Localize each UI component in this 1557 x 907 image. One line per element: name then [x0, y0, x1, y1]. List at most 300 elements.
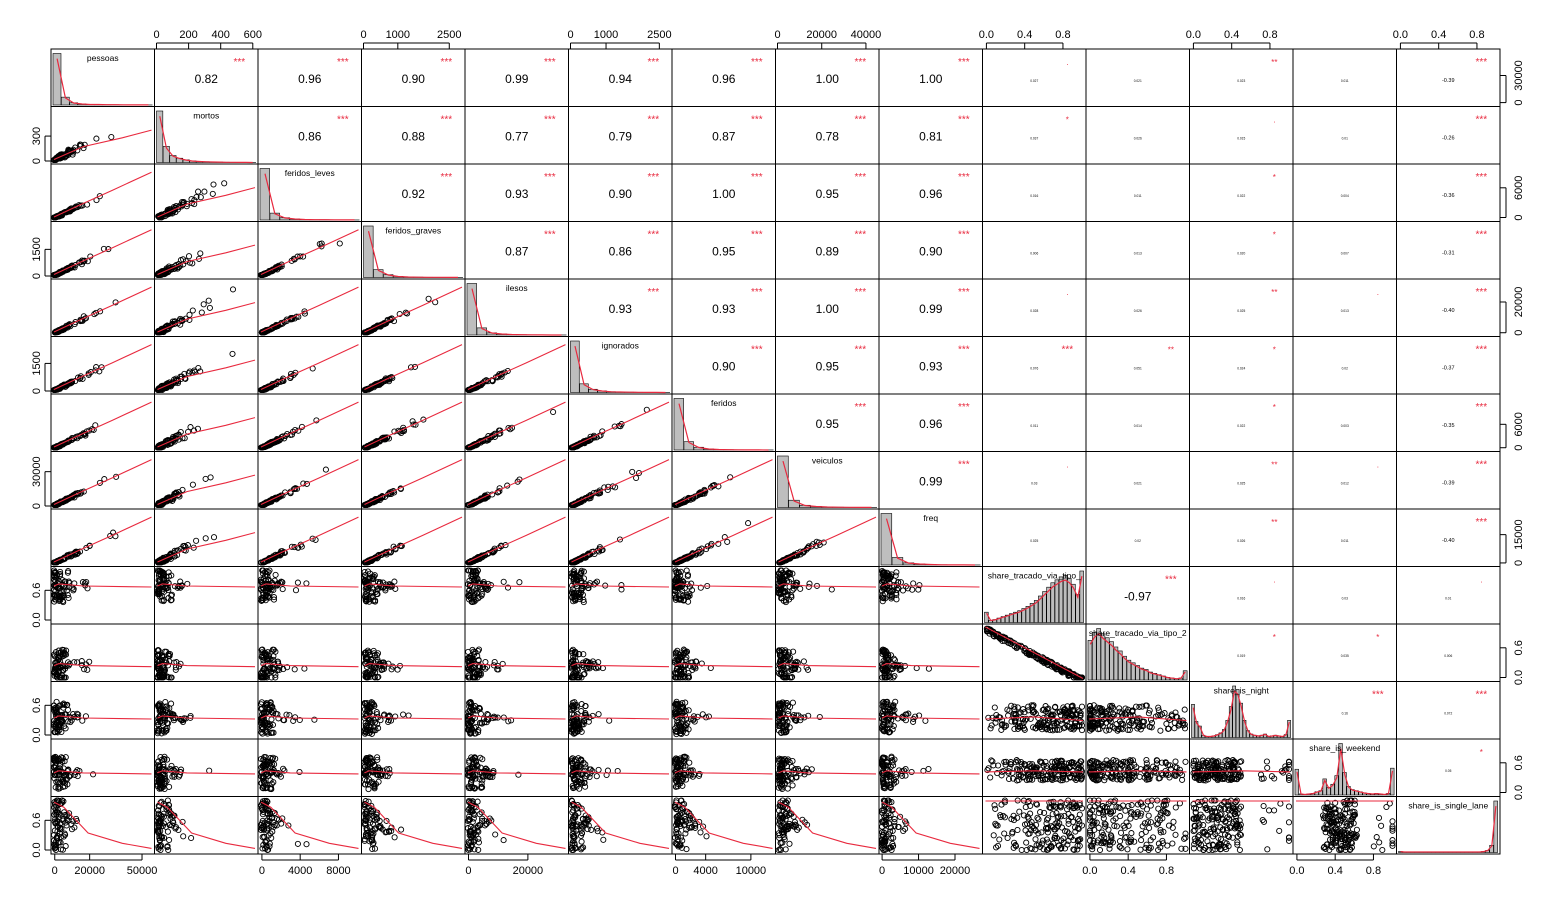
scatter-point [187, 312, 192, 317]
corr-value: 0.076 [1030, 366, 1039, 371]
panel-frame-7-9 [983, 452, 1087, 510]
signif-stars: ** [1271, 58, 1278, 67]
diagonal-histogram-share_is_weekend [1295, 743, 1394, 795]
scatter-panel-5-1 [155, 351, 255, 392]
scatter-panel-10-5 [569, 647, 669, 680]
corr-cell-3-9 [1030, 252, 1038, 256]
corr-cell-3-4 [505, 230, 556, 259]
corr-cell-7-13 [1442, 460, 1487, 487]
corr-cell-0-11 [1237, 58, 1277, 83]
scatter-panel-9-1 [155, 568, 255, 604]
corr-cell-0-5 [609, 57, 660, 86]
corr-cell-1-11 [1237, 116, 1275, 141]
diagonal-histogram-feridos_leves [260, 168, 359, 220]
diagonal-histogram-feridos_graves [364, 226, 463, 278]
scatter-panel-5-4 [466, 345, 566, 393]
smooth-line [261, 345, 359, 390]
signif-stars: *** [1475, 287, 1488, 298]
corr-cell-5-13 [1442, 345, 1487, 372]
corr-value: 0.022 [1237, 424, 1246, 428]
corr-cell-11-13 [1444, 690, 1487, 716]
scatter-panel-10-7 [776, 648, 876, 681]
signif-stars: * [1479, 748, 1483, 757]
panel-frame-10-11 [1190, 624, 1294, 682]
panel-frame-0-9 [983, 49, 1087, 107]
corr-value: 0.015 [1237, 136, 1246, 141]
histogram-bar [1055, 580, 1059, 623]
corr-value: 0.027 [1030, 79, 1039, 83]
corr-value: -0.97 [1124, 589, 1152, 604]
corr-cell-6-10 [1134, 424, 1142, 428]
signif-stars: *** [1475, 459, 1488, 471]
corr-value: 0.95 [815, 417, 839, 431]
corr-value: 0.023 [1237, 79, 1246, 83]
signif-stars: ** [1271, 288, 1278, 297]
scatter-point [410, 419, 415, 424]
corr-value: 0.026 [1133, 309, 1142, 313]
corr-value: -0.26 [1441, 135, 1455, 142]
signif-stars: . [1066, 288, 1069, 297]
histogram-bar [1088, 640, 1092, 680]
density-line [1401, 806, 1496, 852]
signif-stars: *** [647, 114, 660, 126]
histogram-bar [260, 169, 270, 221]
signif-stars: *** [751, 172, 763, 183]
scatter-panel-9-7 [776, 568, 876, 605]
smooth-line [261, 287, 359, 332]
corr-cell-4-7 [816, 287, 867, 316]
scatter-panel-8-0 [51, 517, 151, 565]
corr-value: 0.90 [608, 187, 632, 201]
smooth-line [261, 402, 359, 447]
corr-cell-9-12 [1342, 597, 1348, 601]
scatter-panel-7-0 [52, 460, 152, 508]
panel-frame-12-5 [569, 739, 673, 797]
signif-stars: *** [1475, 517, 1488, 528]
corr-value: 0.006 [1030, 251, 1039, 256]
panel-frame-1-9 [983, 107, 1087, 165]
scatter-panel-5-2 [259, 345, 359, 393]
corr-cell-6-7 [816, 402, 867, 431]
histogram-bar [1105, 638, 1109, 680]
corr-cell-0-7 [816, 57, 867, 86]
scatter-panel-6-1 [155, 418, 255, 451]
corr-cell-5-12 [1342, 367, 1348, 371]
diagonal-label-share_tracado_via_tipo_2: share_tracado_via_tipo_2 [1088, 628, 1187, 638]
smooth-line [54, 230, 152, 275]
smooth-line [158, 664, 256, 667]
signif-stars: *** [1372, 689, 1384, 701]
signif-stars: *** [544, 229, 556, 241]
corr-cell-8-10 [1135, 539, 1141, 543]
scatter-panel-9-8 [880, 568, 980, 603]
scatter-panel-9-5 [569, 568, 669, 605]
corr-cell-7-11 [1237, 461, 1277, 486]
scatter-point [426, 296, 431, 301]
panel-frame-4-12 [1293, 279, 1397, 337]
corr-cell-2-7 [816, 172, 867, 201]
scatter-point [829, 587, 834, 592]
signif-stars: *** [751, 229, 763, 241]
corr-value: 0.78 [815, 129, 839, 144]
signif-stars: *** [647, 172, 660, 183]
scatter-point [186, 254, 191, 259]
corr-value: 0.82 [194, 72, 218, 86]
scatter-panel-5-3 [362, 345, 462, 393]
corr-cell-1-2 [298, 115, 349, 144]
corr-value: 0.99 [505, 72, 529, 86]
panel-frame-1-11 [1190, 107, 1294, 165]
corr-cell-9-10 [1124, 575, 1177, 604]
corr-value: 0.90 [919, 244, 943, 259]
corr-cell-1-6 [712, 115, 763, 144]
corr-value: 0.011 [1340, 539, 1349, 543]
corr-value: 0.026 [1237, 539, 1246, 543]
scatter-point [210, 191, 215, 196]
corr-value: 0.022 [1237, 194, 1246, 198]
corr-value: 0.99 [919, 474, 943, 489]
scatter-point [211, 535, 216, 540]
signif-stars: *** [233, 57, 246, 68]
signif-stars: *** [440, 172, 453, 183]
corr-value: 0.011 [1133, 194, 1142, 198]
corr-value: 0.006 [1444, 654, 1453, 658]
signif-stars: *** [958, 229, 970, 241]
signif-stars: *** [854, 287, 867, 298]
panel-grid [51, 49, 1500, 854]
signif-stars: * [1272, 633, 1276, 642]
corr-value: 0.93 [505, 187, 529, 201]
corr-cell-7-12 [1341, 461, 1379, 486]
scatter-panel-7-3 [362, 460, 462, 508]
signif-stars: * [1272, 173, 1276, 182]
corr-value: 0.87 [505, 244, 529, 259]
scatter-point [337, 241, 342, 246]
corr-value: 0.014 [1133, 424, 1142, 428]
signif-stars: *** [544, 114, 556, 126]
smooth-line [365, 460, 463, 505]
scatter-point [203, 536, 208, 541]
corr-value: 1.00 [815, 302, 839, 316]
scatter-panel-8-3 [362, 517, 462, 565]
corr-cell-3-5 [609, 230, 660, 259]
signif-stars: . [1066, 460, 1069, 470]
scatter-point [198, 251, 203, 256]
panel-frame-8-10 [1086, 509, 1190, 567]
corr-cell-0-12 [1341, 79, 1349, 83]
scatter-panel-6-0 [51, 402, 151, 450]
corr-value: 0.02 [1134, 539, 1141, 543]
signif-stars: . [1273, 575, 1276, 585]
corr-cell-4-11 [1237, 288, 1277, 313]
corr-cell-5-10 [1134, 346, 1174, 371]
diagonal-label-share_is_night: share_is_night [1213, 685, 1269, 696]
diagonal-histogram-share_tracado_via_tipo_2 [1088, 628, 1187, 680]
scatter-panel-8-5 [569, 517, 669, 565]
smooth-line [468, 460, 566, 505]
smooth-line [986, 627, 1084, 679]
signif-stars: *** [440, 57, 453, 68]
corr-cell-5-7 [816, 345, 867, 374]
corr-value: 0.011 [1340, 79, 1349, 83]
histogram-bar [1101, 634, 1105, 680]
corr-cell-6-11 [1237, 403, 1276, 428]
signif-stars: *** [958, 172, 970, 183]
scatter-point [80, 718, 85, 723]
scatter-point [517, 580, 522, 585]
panel-frame-10-8 [879, 624, 983, 682]
panel-frame-2-12 [1293, 164, 1397, 222]
scatter-point [202, 189, 207, 194]
corr-value: 0.03 [1341, 596, 1348, 601]
corr-cell-8-11 [1237, 518, 1277, 543]
signif-stars: *** [958, 402, 970, 413]
corr-value: -0.31 [1441, 250, 1455, 257]
signif-stars: *** [647, 229, 660, 241]
corr-cell-0-8 [919, 57, 970, 86]
panel-frame-9-5 [569, 567, 673, 625]
scatter-panel-7-2 [259, 460, 359, 508]
scatter-panel-10-6 [673, 647, 773, 680]
corr-cell-0-13 [1442, 57, 1487, 84]
signif-stars: * [1272, 403, 1276, 412]
panel-frame-12-13 [1397, 739, 1501, 797]
diagonal-label-freq: freq [923, 513, 939, 523]
corr-cell-1-9 [1030, 116, 1069, 141]
corr-value: -0.37 [1441, 365, 1455, 372]
corr-value: 0.007 [1340, 251, 1349, 256]
scatter-panel-7-5 [569, 460, 669, 508]
corr-cell-4-10 [1134, 309, 1142, 313]
scatter-panel-10-1 [155, 648, 255, 681]
corr-value: 0.024 [1237, 366, 1246, 371]
corr-value: 0.011 [1030, 424, 1039, 428]
corr-value: 0.79 [608, 129, 632, 144]
panel-frame-2-9 [983, 164, 1087, 222]
signif-stars: *** [751, 57, 763, 68]
signif-stars: *** [1475, 344, 1488, 356]
corr-value: 0.051 [1133, 366, 1142, 371]
corr-value: 0.90 [401, 72, 425, 86]
signif-stars: . [1066, 58, 1069, 67]
panel-frame-10-1 [155, 624, 259, 682]
corr-cell-4-9 [1030, 288, 1068, 313]
corr-value: 0.021 [1133, 481, 1142, 486]
corr-value: 0.01 [1341, 136, 1348, 141]
smooth-line [54, 287, 152, 332]
scatter-panel-7-1 [155, 475, 255, 508]
panel-frame-9-4 [465, 567, 569, 625]
corr-cell-8-13 [1442, 517, 1487, 544]
scatter-point [894, 570, 899, 575]
corr-value: 0.01 [1445, 596, 1452, 601]
histogram-bar [778, 456, 789, 508]
histogram-bar [163, 146, 169, 162]
histogram-bar [881, 514, 892, 566]
corr-cell-5-9 [1030, 345, 1073, 371]
corr-cell-3-12 [1341, 252, 1349, 256]
corr-cell-2-9 [1030, 194, 1038, 198]
signif-stars: . [1273, 115, 1276, 125]
panel-frame-2-11 [1190, 164, 1294, 222]
signif-stars: *** [958, 114, 970, 126]
panel-frame-9-11 [1190, 567, 1294, 625]
signif-stars: ** [1167, 345, 1174, 355]
scatter-point [746, 521, 751, 526]
corr-cell-6-9 [1030, 424, 1038, 428]
signif-stars: ** [1271, 460, 1278, 470]
histogram-bar [364, 226, 374, 278]
corr-value: 1.00 [712, 187, 736, 201]
corr-value: 0.012 [1340, 481, 1349, 486]
scatter-point [230, 351, 235, 356]
corr-cell-1-3 [402, 115, 453, 144]
scatter-point [293, 588, 298, 593]
panel-frame-0-10 [1086, 49, 1190, 107]
panel-frame-10-12 [1293, 624, 1397, 682]
panel-frame-5-11 [1190, 337, 1294, 395]
corr-value: -0.40 [1441, 538, 1455, 544]
diagonal-label-veiculos: veiculos [811, 455, 843, 466]
corr-cell-2-4 [505, 172, 556, 201]
corr-value: 0.89 [815, 244, 839, 259]
signif-stars: * [1376, 633, 1380, 642]
scatter-panel-9-0 [52, 568, 152, 605]
smooth-line [261, 230, 359, 275]
histogram-bar [467, 284, 477, 336]
signif-stars: ** [1271, 518, 1278, 527]
panel-frame-0-12 [1293, 49, 1397, 107]
scatter-panel-6-3 [362, 402, 462, 450]
panel-frame-3-9 [983, 222, 1087, 280]
scatter-panel-4-1 [155, 287, 255, 335]
scatter-point [911, 581, 916, 586]
signif-stars: *** [1061, 344, 1074, 356]
corr-value: 0.77 [505, 129, 529, 144]
corr-value: 0.86 [298, 129, 322, 144]
scatter-point [551, 409, 556, 414]
corr-cell-6-13 [1442, 402, 1487, 429]
scatter-point [196, 189, 201, 194]
scatter-panel-10-4 [466, 647, 566, 680]
scatter-panel-10-8 [880, 647, 980, 680]
smooth-line [261, 517, 359, 562]
scatter-panel-3-1 [155, 245, 255, 278]
diagonal-label-ilesos: ilesos [505, 283, 528, 293]
smooth-line [675, 460, 773, 505]
corr-cell-4-6 [712, 287, 763, 316]
panel-frame-12-11 [1190, 739, 1294, 797]
corr-value: 0.025 [1237, 309, 1246, 313]
smooth-line [572, 402, 670, 447]
corr-cell-12-13 [1445, 748, 1483, 773]
diagonal-label-pessoas: pessoas [86, 53, 119, 63]
corr-cell-4-12 [1341, 288, 1379, 313]
smooth-line [572, 517, 670, 562]
diagonal-histogram-veiculos [778, 456, 877, 508]
signif-stars: *** [958, 344, 970, 356]
scatter-point [273, 572, 278, 577]
signif-stars: . [1376, 460, 1379, 470]
corr-cell-3-10 [1134, 252, 1142, 256]
corr-value: 0.95 [712, 244, 736, 259]
corr-value: 0.95 [815, 187, 839, 201]
scatter-point [190, 482, 195, 487]
smooth-line [54, 460, 152, 505]
panel-frame-9-12 [1293, 567, 1397, 625]
panel-frame-1-12 [1293, 107, 1397, 165]
panel-frame-6-10 [1086, 394, 1190, 452]
corr-value: 0.81 [919, 129, 943, 144]
signif-stars: *** [1475, 402, 1488, 413]
smooth-line [779, 517, 877, 562]
scatter-point [304, 581, 309, 586]
scatter-point [798, 586, 803, 591]
signif-stars: *** [1475, 172, 1488, 183]
panel-frame-4-10 [1086, 279, 1190, 337]
scatter-point [206, 298, 211, 303]
smooth-line [261, 460, 359, 505]
scatter-point [85, 667, 90, 672]
scatter-point [201, 302, 206, 307]
corr-cell-0-1 [195, 57, 246, 86]
signif-stars: *** [958, 57, 970, 68]
corr-cell-0-9 [1030, 58, 1068, 83]
diagonal-histogram-share_tracado_via_tipo_1 [985, 571, 1084, 623]
corr-cell-4-8 [919, 287, 970, 316]
corr-value: 0.86 [608, 244, 632, 259]
panel-frame-8-9 [983, 509, 1087, 567]
corr-value: 0.05 [1445, 769, 1452, 773]
corr-cell-9-11 [1237, 576, 1275, 601]
panel-frame-10-5 [569, 624, 673, 682]
diagonal-label-mortos: mortos [193, 110, 220, 121]
corr-value: 0.96 [919, 417, 943, 431]
density-line [57, 59, 148, 105]
corr-cell-2-3 [402, 172, 453, 201]
panel-frame-8-12 [1293, 509, 1397, 567]
scatter-point [801, 659, 806, 664]
scatter-point [222, 181, 227, 186]
scatter-panel-2-1 [156, 181, 255, 220]
diagonal-histogram-ilesos [467, 283, 566, 335]
diagonal-histogram-freq [881, 513, 980, 565]
diagonal-label-feridos: feridos [710, 398, 737, 408]
smooth-line [468, 517, 566, 562]
smooth-line [54, 402, 152, 447]
scatter-point [501, 579, 506, 584]
diagonal-label-share_tracado_via_tipo_1: share_tracado_via_tipo_ [987, 570, 1081, 581]
corr-value: 0.93 [608, 302, 632, 316]
signif-stars: *** [751, 344, 763, 356]
corr-value: -0.40 [1441, 308, 1455, 314]
corr-cell-3-8 [919, 230, 970, 259]
corr-value: 0.020 [1237, 251, 1246, 256]
corr-value: 0.013 [1133, 251, 1142, 256]
signif-stars: * [1272, 345, 1276, 355]
signif-stars: *** [647, 287, 660, 298]
signif-stars: *** [544, 57, 556, 68]
corr-cell-7-10 [1134, 482, 1142, 486]
corr-cell-2-10 [1134, 194, 1142, 198]
scatter-panel-11-0 [51, 699, 151, 735]
corr-cell-7-8 [919, 460, 970, 489]
smooth-line [54, 345, 152, 390]
smooth-line [365, 402, 463, 447]
corr-cell-2-6 [712, 172, 763, 201]
diagonal-histogram-pessoas [53, 53, 152, 105]
scatter-panel-10-9 [984, 626, 1084, 680]
